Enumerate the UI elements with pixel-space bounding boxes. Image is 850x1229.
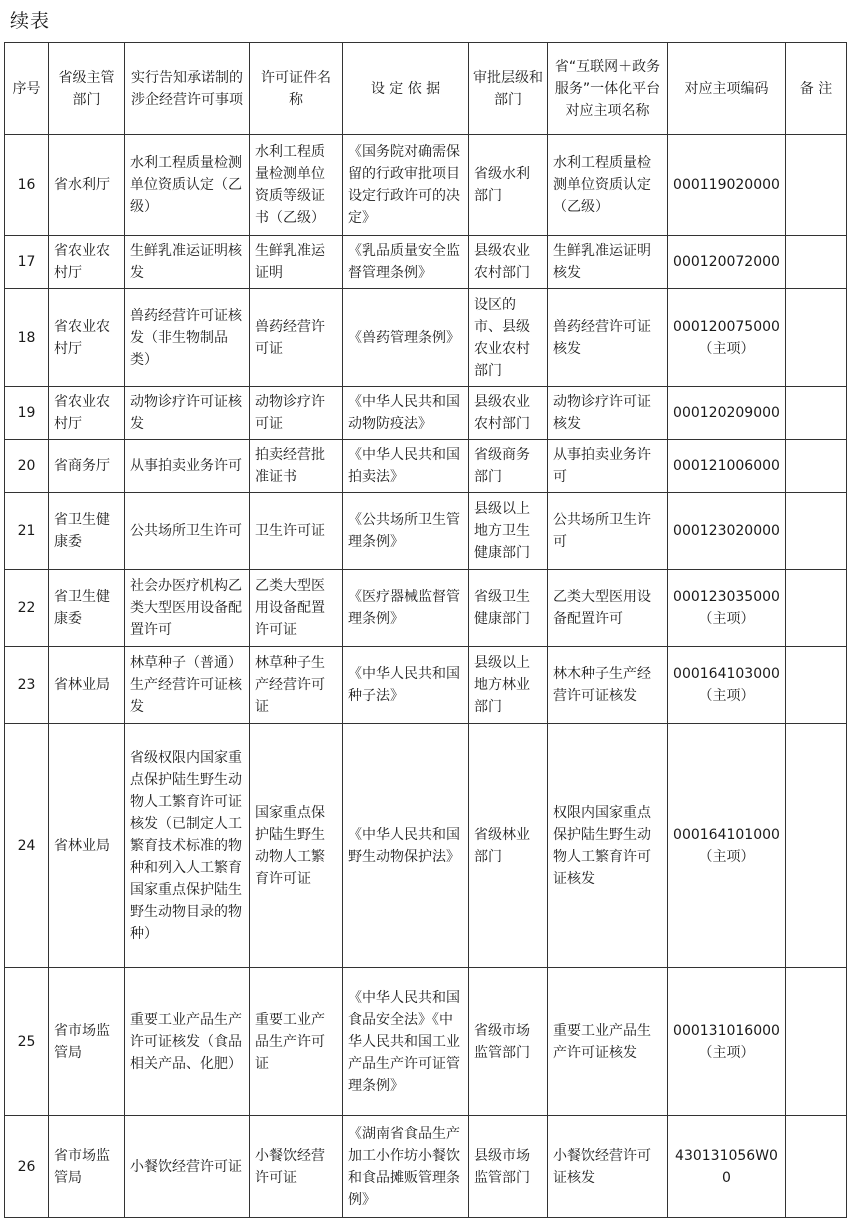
cell-level: 省级林业部门 <box>469 724 548 968</box>
cell-code-note: （主项） <box>698 611 755 627</box>
cell-no: 19 <box>5 387 49 440</box>
cell-code-note: （主项） <box>698 340 755 357</box>
cell-platform: 兽药经营许可证核发 <box>548 289 668 387</box>
cell-remark <box>786 289 847 387</box>
cell-basis: 《中华人民共和国拍卖法》 <box>343 440 469 493</box>
cell-no: 20 <box>5 440 49 493</box>
header-dept: 省级主管部门 <box>49 43 125 135</box>
cell-code <box>668 968 786 1116</box>
cell-no: 24 <box>5 724 49 968</box>
cell-code <box>668 440 786 493</box>
cell-item: 小餐饮经营许可证 <box>125 1116 250 1218</box>
table-row <box>5 493 847 570</box>
cell-code <box>668 135 786 236</box>
cell-code <box>668 724 786 968</box>
cell-dept: 省市场监管局 <box>49 968 125 1116</box>
cell-item: 生鲜乳准运证明核发 <box>125 236 250 289</box>
cell-code <box>668 493 786 570</box>
header-no: 序号 <box>5 43 49 135</box>
header-basis: 设 定 依 据 <box>343 43 469 135</box>
cell-level: 县级农业农村部门 <box>469 236 548 289</box>
cell-platform: 权限内国家重点保护陆生野生动物人工繁育许可证核发 <box>548 724 668 968</box>
cell-item: 省级权限内国家重点保护陆生野生动物人工繁育许可证核发（已制定人工繁育技术标准的物种和列入人工繁育国家重点保护陆生野生动物目录的物种） <box>125 724 250 968</box>
cell-basis: 《中华人民共和国野生动物保护法》 <box>343 724 469 968</box>
cell-basis: 《兽药管理条例》 <box>343 289 469 387</box>
table-row <box>5 724 847 968</box>
table-row <box>5 289 847 387</box>
cell-platform: 从事拍卖业务许可 <box>548 440 668 493</box>
cell-level: 省级商务部门 <box>469 440 548 493</box>
cell-platform: 小餐饮经营许可证核发 <box>548 1116 668 1218</box>
cell-basis: 《公共场所卫生管理条例》 <box>343 493 469 570</box>
cell-remark <box>786 968 847 1116</box>
cell-code-note: （主项） <box>698 1044 755 1061</box>
cell-no: 18 <box>5 289 49 387</box>
cell-license: 林草种子生产经营许可证 <box>250 647 343 724</box>
table-row <box>5 236 847 289</box>
cell-code <box>668 387 786 440</box>
cell-code-value: 000119020000 <box>673 177 780 193</box>
cell-remark <box>786 570 847 647</box>
header-platform: 省“互联网＋政务服务”一体化平台对应主项名称 <box>548 43 668 135</box>
cell-license: 生鲜乳准运证明 <box>250 236 343 289</box>
cell-basis: 《中华人民共和国食品安全法》《中华人民共和国工业产品生产许可证管理条例》 <box>343 968 469 1116</box>
cell-item: 动物诊疗许可证核发 <box>125 387 250 440</box>
cell-code <box>668 289 786 387</box>
cell-item: 水利工程质量检测单位资质认定（乙级） <box>125 135 250 236</box>
cell-dept: 省市场监管局 <box>49 1116 125 1218</box>
cell-remark <box>786 236 847 289</box>
cell-level: 省级市场监管部门 <box>469 968 548 1116</box>
cell-dept: 省卫生健康委 <box>49 570 125 647</box>
cell-basis: 《中华人民共和国动物防疫法》 <box>343 387 469 440</box>
license-table <box>4 42 847 1218</box>
cell-license: 卫生许可证 <box>250 493 343 570</box>
cell-platform: 水利工程质量检测单位资质认定（乙级） <box>548 135 668 236</box>
cell-no: 16 <box>5 135 49 236</box>
cell-code <box>668 570 786 647</box>
cell-license: 拍卖经营批准证书 <box>250 440 343 493</box>
cell-item: 从事拍卖业务许可 <box>125 440 250 493</box>
cell-dept: 省卫生健康委 <box>49 493 125 570</box>
cell-license: 重要工业产品生产许可证 <box>250 968 343 1116</box>
cell-license: 动物诊疗许可证 <box>250 387 343 440</box>
cell-platform: 乙类大型医用设备配置许可 <box>548 570 668 647</box>
cell-platform: 动物诊疗许可证核发 <box>548 387 668 440</box>
cell-code-value: 000123035000 <box>673 589 780 605</box>
table-row <box>5 570 847 647</box>
cell-item: 公共场所卫生许可 <box>125 493 250 570</box>
cell-remark <box>786 440 847 493</box>
cell-license: 乙类大型医用设备配置许可证 <box>250 570 343 647</box>
cell-dept: 省商务厅 <box>49 440 125 493</box>
cell-level: 县级市场监管部门 <box>469 1116 548 1218</box>
cell-level: 县级农业农村部门 <box>469 387 548 440</box>
cell-remark <box>786 493 847 570</box>
cell-platform: 林木种子生产经营许可证核发 <box>548 647 668 724</box>
cell-code-note: （主项） <box>698 688 755 704</box>
cell-no: 21 <box>5 493 49 570</box>
table-row <box>5 135 847 236</box>
header-license: 许可证件名 称 <box>250 43 343 135</box>
table-row <box>5 387 847 440</box>
cell-basis: 《湖南省食品生产加工小作坊小餐饮和食品摊贩管理条例》 <box>343 1116 469 1218</box>
cell-dept: 省农业农村厅 <box>49 236 125 289</box>
cell-level: 设区的市、县级农业农村部门 <box>469 289 548 387</box>
cell-no: 23 <box>5 647 49 724</box>
cell-code-value: 000131016000 <box>673 1022 780 1039</box>
table-row <box>5 647 847 724</box>
cell-dept: 省农业农村厅 <box>49 387 125 440</box>
cell-level: 县级以上地方卫生健康部门 <box>469 493 548 570</box>
cell-code-value: 430131056W00 <box>675 1147 778 1186</box>
table-row <box>5 1116 847 1218</box>
cell-item: 林草种子（普通）生产经营许可证核发 <box>125 647 250 724</box>
cell-no: 26 <box>5 1116 49 1218</box>
cell-code <box>668 236 786 289</box>
cell-basis: 《乳品质量安全监督管理条例》 <box>343 236 469 289</box>
cell-remark <box>786 387 847 440</box>
cell-code-note: （主项） <box>698 848 755 865</box>
cell-dept: 省林业局 <box>49 647 125 724</box>
header-item: 实行告知承诺制的涉企经营许可事项 <box>125 43 250 135</box>
cell-code-value: 000164103000 <box>673 666 780 682</box>
cell-no: 17 <box>5 236 49 289</box>
table-row <box>5 968 847 1116</box>
cell-item: 社会办医疗机构乙类大型医用设备配置许可 <box>125 570 250 647</box>
cell-code-value: 000120075000 <box>673 318 780 335</box>
cell-remark <box>786 724 847 968</box>
table-row <box>5 440 847 493</box>
cell-level: 省级水利部门 <box>469 135 548 236</box>
cell-platform: 重要工业产品生产许可证核发 <box>548 968 668 1116</box>
cell-license: 兽药经营许可证 <box>250 289 343 387</box>
cell-remark <box>786 1116 847 1218</box>
header-remark: 备 注 <box>786 43 847 135</box>
cell-code <box>668 647 786 724</box>
cell-code-value: 000121006000 <box>673 458 780 474</box>
header-level: 审批层级和部门 <box>469 43 548 135</box>
cell-code <box>668 1116 786 1218</box>
cell-dept: 省林业局 <box>49 724 125 968</box>
cell-no: 25 <box>5 968 49 1116</box>
cell-license: 小餐饮经营许可证 <box>250 1116 343 1218</box>
cell-dept: 省农业农村厅 <box>49 289 125 387</box>
cell-dept: 省水利厅 <box>49 135 125 236</box>
cell-license: 国家重点保护陆生野生动物人工繁育许可证 <box>250 724 343 968</box>
page-title: 续表 <box>10 10 51 32</box>
cell-remark <box>786 135 847 236</box>
cell-item: 重要工业产品生产许可证核发（食品相关产品、化肥） <box>125 968 250 1116</box>
cell-code-value: 000123020000 <box>673 523 780 539</box>
cell-level: 县级以上地方林业部门 <box>469 647 548 724</box>
cell-code-value: 000120072000 <box>673 254 780 270</box>
cell-license: 水利工程质量检测单位资质等级证书（乙级） <box>250 135 343 236</box>
cell-platform: 公共场所卫生许可 <box>548 493 668 570</box>
cell-level: 省级卫生健康部门 <box>469 570 548 647</box>
cell-no: 22 <box>5 570 49 647</box>
header-code: 对应主项编码 <box>668 43 786 135</box>
cell-remark <box>786 647 847 724</box>
cell-basis: 《中华人民共和国种子法》 <box>343 647 469 724</box>
cell-code-value: 000164101000 <box>673 826 780 843</box>
cell-basis: 《医疗器械监督管理条例》 <box>343 570 469 647</box>
cell-basis: 《国务院对确需保留的行政审批项目设定行政许可的决定》 <box>343 135 469 236</box>
cell-code-value: 000120209000 <box>673 405 780 421</box>
cell-item: 兽药经营许可证核发（非生物制品类） <box>125 289 250 387</box>
cell-platform: 生鲜乳准运证明核发 <box>548 236 668 289</box>
header-row <box>5 43 847 135</box>
